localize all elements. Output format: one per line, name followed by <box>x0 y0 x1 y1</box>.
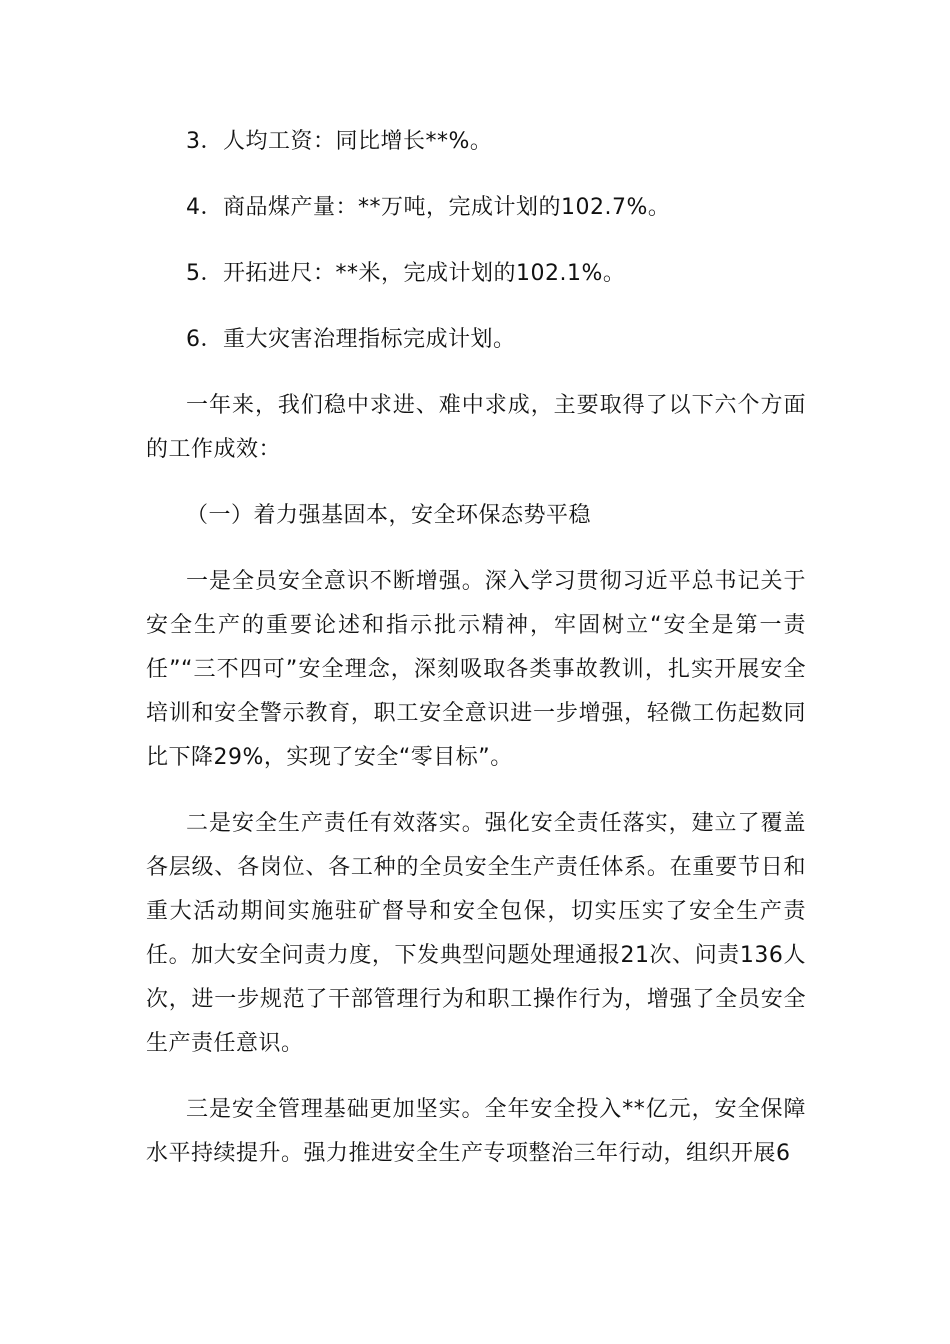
document-body <box>146 120 806 1198</box>
list-item-tunneling: 5．开拓进尺：**米，完成计划的102.1%。 <box>186 261 626 286</box>
paragraph-safety-foundation: 三是安全管理基础更加坚实。全年安全投入**亿元，安全保障水平持续提升。强力推进安全生产专项整治三年行动，组织开展6 <box>146 1097 806 1166</box>
paragraph-safety-responsibility: 二是安全生产责任有效落实。强化安全责任落实，建立了覆盖各层级、各岗位、各工种的全员安全生产责任体系。在重要节日和重大活动期间实施驻矿督导和安全包保，切实压实了安全生产责任。加大安全问责力度，下发典型问题处理通报21次、问责136人次，进一步规范了干部管理行为和职工操作行为，增强了全员安全生产责任意识。 <box>146 811 806 1056</box>
list-item-wage: 3．人均工资：同比增长**%。 <box>186 129 493 154</box>
section-heading: （一）着力强基固本，安全环保态势平稳 <box>186 503 592 528</box>
list-item-disaster-control: 6．重大灾害治理指标完成计划。 <box>186 327 516 352</box>
paragraph-safety-awareness: 一是全员安全意识不断增强。深入学习贯彻习近平总书记关于安全生产的重要论述和指示批示精神，牢固树立“安全是第一责任”“三不四可”安全理念，深刻吸取各类事故教训，扎实开展安全培训和安全警示教育，职工安全意识进一步增强，轻微工伤起数同比下降29%，实现了安全“零目标”。 <box>146 569 806 770</box>
list-item-coal-output: 4．商品煤产量：**万吨，完成计划的102.7%。 <box>186 195 671 220</box>
intro-paragraph: 一年来，我们稳中求进、难中求成，主要取得了以下六个方面的工作成效： <box>146 393 806 462</box>
